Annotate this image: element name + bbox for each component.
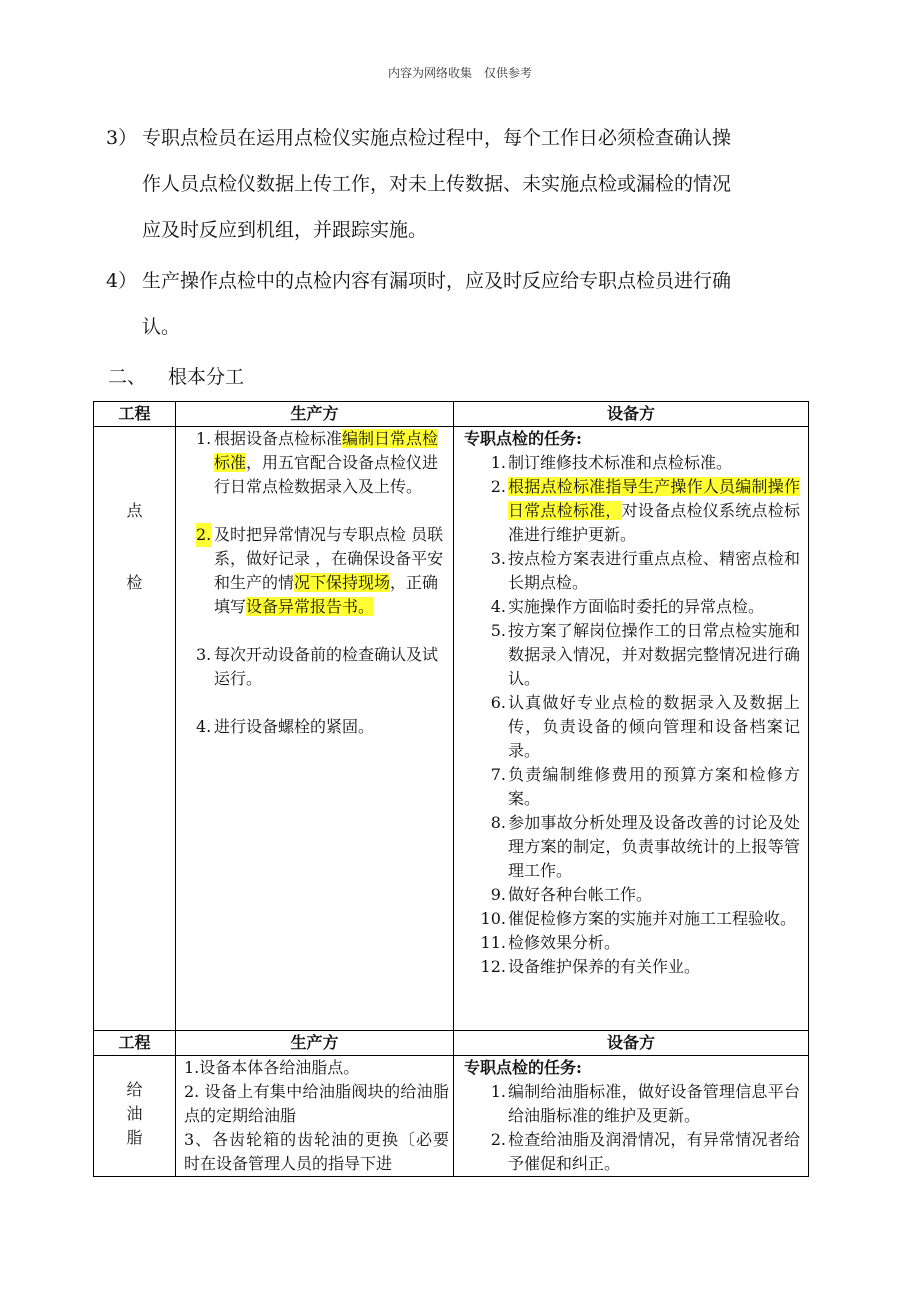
paragraph-line: 认。	[142, 316, 181, 338]
list-item: 4. 实施操作方面临时委托的异常点检。	[490, 597, 765, 616]
header-production: 生产方	[176, 1031, 454, 1056]
header-production: 生产方	[176, 402, 454, 427]
header-equipment: 设备方	[454, 1031, 809, 1056]
list-item: 5. 按方案了解岗位操作工的日常点检实施和数据录入情况，并对数据完整情况进行确认。	[490, 621, 800, 688]
list-item: 9. 做好各种台帐工作。	[490, 885, 653, 904]
project-char: 点	[126, 501, 143, 520]
list-item: 3、各齿轮箱的齿轮油的更换〔必要时在设备管理人员的指导下进	[184, 1130, 449, 1173]
equipment-task-title: 专职点检的任务:	[464, 1058, 582, 1077]
project-char: 脂	[126, 1128, 143, 1147]
section-heading	[108, 362, 244, 389]
list-item: 10. 催促检修方案的实施并对施工工程验收。	[480, 909, 797, 928]
section-title: 根本分工	[168, 366, 245, 388]
section-number: 二、	[108, 366, 147, 388]
table-header-row	[94, 1031, 809, 1056]
list-item: 1. 编制给油脂标准，做好设备管理信息平台给油脂标准的维护及更新。	[490, 1082, 800, 1125]
paragraph-line: 生产操作点检中的点检内容有漏项时，应及时反应给专职点检员进行确	[142, 270, 732, 292]
list-item: 1. 制订维修技术标准和点检标准。	[490, 453, 733, 472]
list-item: 1. 根据设备点检标准编制日常点检标准，用五官配合设备点检仪进行日常点检数据录入及上传。	[196, 429, 439, 496]
header-project: 工程	[94, 402, 176, 427]
list-item: 8. 参加事故分析处理及设备改善的讨论及处理方案的制定，负责事故统计的上报等管理工作。	[490, 813, 800, 880]
paragraph-number: 4）	[106, 270, 138, 292]
table-header-row	[94, 402, 809, 427]
header-project: 工程	[94, 1031, 176, 1056]
list-item: 1.设备本体各给油脂点。	[184, 1058, 360, 1077]
list-item: 2. 及时把异常情况与专职点检 员联系，做好记录 ，在确保设备平安和生产的情况下保持现场，正确填写设备异常报告书。	[196, 525, 444, 616]
project-cell	[94, 427, 176, 1031]
list-item: 2. 检查给油脂及润滑情况，有异常情况者给予催促和纠正。	[490, 1130, 800, 1173]
division-table-inspection	[93, 401, 809, 1031]
production-cell	[176, 1056, 454, 1177]
list-item: 12. 设备维护保养的有关作业。	[480, 957, 701, 976]
header-equipment: 设备方	[454, 402, 809, 427]
division-table-lubrication	[93, 1030, 809, 1177]
list-item: 11. 检修效果分析。	[480, 933, 621, 952]
project-char: 检	[126, 573, 143, 592]
project-char: 油	[126, 1104, 143, 1123]
production-cell	[176, 427, 454, 1031]
list-item: 3. 每次开动设备前的检查确认及试运行。	[196, 645, 439, 688]
paragraph-line: 作人员点检仪数据上传工作，对未上传数据、未实施点检或漏检的情况	[142, 173, 732, 195]
equipment-task-title: 专职点检的任务:	[464, 429, 582, 448]
list-item: 3. 按点检方案表进行重点点检、精密点检和长期点检。	[490, 549, 800, 592]
equipment-cell	[454, 1056, 809, 1177]
list-item: 4. 进行设备螺栓的紧固。	[196, 717, 375, 736]
list-item: 7. 负责编制维修费用的预算方案和检修方案。	[490, 765, 800, 808]
equipment-cell	[454, 427, 809, 1031]
table-row	[94, 427, 809, 1031]
paragraph-line: 专职点检员在运用点检仪实施点检过程中，每个工作日必须检查确认操	[142, 127, 732, 149]
project-char: 给	[126, 1080, 143, 1099]
paragraph-number: 3）	[106, 127, 138, 149]
list-item: 6. 认真做好专业点检的数据录入及数据上传，负责设备的倾向管理和设备档案记录。	[490, 693, 800, 760]
project-cell	[94, 1056, 176, 1177]
list-item: 2. 根据点检标准指导生产操作人员编制操作日常点检标准，对设备点检仪系统点检标准进行维护更新。	[490, 477, 800, 544]
paragraph-line: 应及时反应到机组，并跟踪实施。	[142, 219, 428, 241]
page-header: 内容为网络收集 仅供参考	[387, 66, 532, 80]
table-row	[94, 1056, 809, 1177]
list-item: 2. 设备上有集中给油脂阀块的给油脂点的定期给油脂	[184, 1082, 449, 1125]
